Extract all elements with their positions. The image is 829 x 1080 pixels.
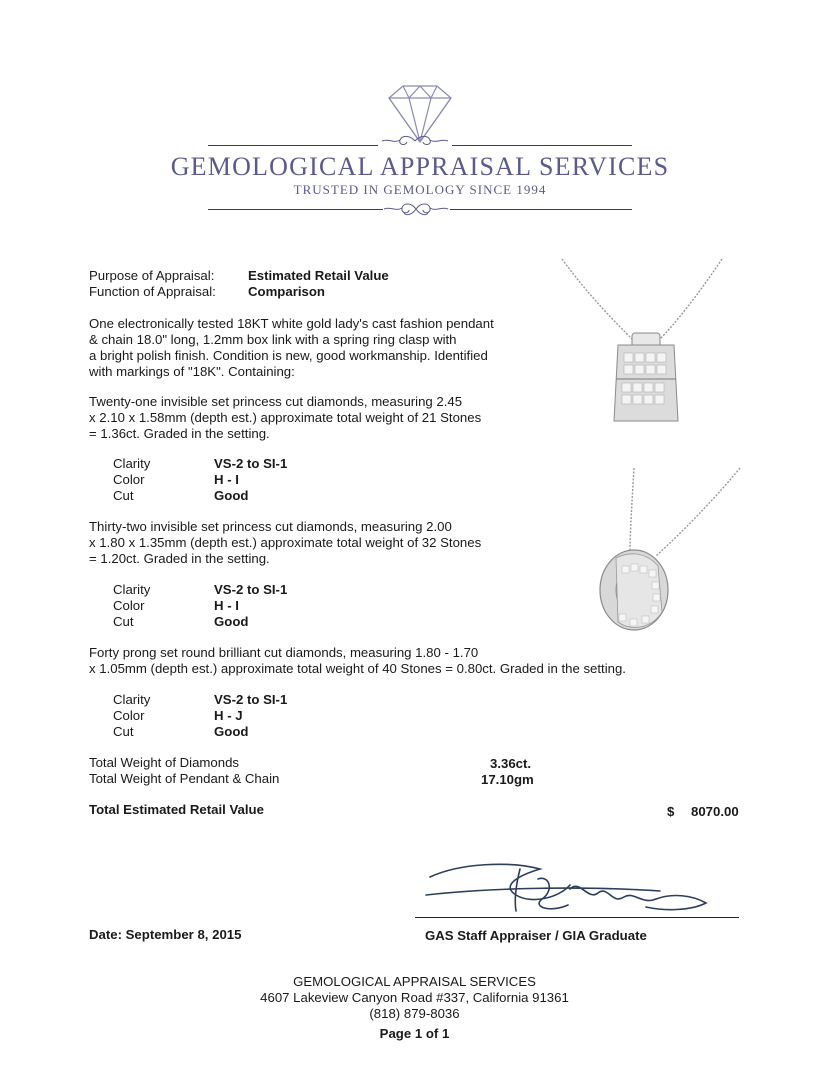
appraiser-signature — [420, 855, 720, 921]
company-tagline: TRUSTED IN GEMOLOGY SINCE 1994 — [293, 182, 547, 197]
pendant-side-photo — [572, 462, 747, 640]
stone-line: x 1.05mm (depth est.) approximate total weight of 40 Stones = 0.80ct. Graded in the setting. — [89, 661, 626, 676]
header-rule-top-left — [208, 145, 378, 146]
appraisal-date: Date: September 8, 2015 — [89, 927, 242, 942]
clarity-label: Clarity — [113, 582, 151, 597]
stone-group-2-description — [89, 519, 481, 567]
cut-label: Cut — [113, 724, 134, 739]
total-pendant-label: Total Weight of Pendant & Chain — [89, 771, 280, 786]
function-value: Comparison — [248, 284, 325, 299]
stone-line: = 1.36ct. Graded in the setting. — [89, 426, 270, 441]
color-label: Color — [113, 598, 145, 613]
color-label: Color — [113, 708, 145, 723]
cut-label: Cut — [113, 488, 134, 503]
header-rule-bottom-left — [208, 209, 383, 210]
bottom-flourish-ornament — [382, 201, 450, 217]
header-rule-bottom-right — [450, 209, 632, 210]
retail-value: 8070.00 — [691, 804, 739, 819]
cut-label: Cut — [113, 614, 134, 629]
purpose-label: Purpose of Appraisal: — [89, 268, 215, 283]
stone-line: = 1.20ct. Graded in the setting. — [89, 551, 270, 566]
clarity-label: Clarity — [113, 456, 151, 471]
description-line: a bright polish finish. Condition is new, good workmanship. Identified — [89, 348, 488, 363]
color-value: H - I — [214, 472, 239, 487]
clarity-value: VS-2 to SI-1 — [214, 692, 288, 707]
pendant-front-photo — [548, 255, 738, 430]
page-number: Page 1 of 1 — [379, 1026, 450, 1041]
color-value: H - I — [214, 598, 239, 613]
header-rule-top-right — [452, 145, 632, 146]
company-logo-title: GEMOLOGICAL APPRAISAL SERVICES — [170, 152, 670, 181]
total-retail-label: Total Estimated Retail Value — [89, 802, 264, 817]
footer-phone: (818) 879-8036 — [369, 1006, 460, 1021]
purpose-value: Estimated Retail Value — [248, 268, 389, 283]
color-label: Color — [113, 472, 145, 487]
clarity-value: VS-2 to SI-1 — [214, 456, 288, 471]
total-diamonds-label: Total Weight of Diamonds — [89, 755, 240, 770]
stone-line: Twenty-one invisible set princess cut diamonds, measuring 2.45 — [89, 394, 463, 409]
description-line: One electronically tested 18KT white gold lady's cast fashion pendant — [89, 316, 494, 331]
description-line: & chain 18.0" long, 1.2mm box link with a spring ring clasp with — [89, 332, 457, 347]
footer-address: 4607 Lakeview Canyon Road #337, California 91361 — [260, 990, 569, 1005]
total-diamonds-value: 3.36ct. — [490, 756, 532, 771]
cut-value: Good — [214, 488, 249, 503]
item-description — [89, 316, 494, 380]
color-value: H - J — [214, 708, 243, 723]
appraiser-title: GAS Staff Appraiser / GIA Graduate — [425, 928, 647, 943]
total-pendant-value: 17.10gm — [481, 772, 534, 787]
stone-group-3-description — [89, 645, 626, 677]
stone-group-1-description — [89, 394, 481, 442]
top-flourish-ornament — [380, 134, 450, 148]
function-label: Function of Appraisal: — [89, 284, 216, 299]
stone-line: Thirty-two invisible set princess cut diamonds, measuring 2.00 — [89, 519, 452, 534]
stone-line: x 1.80 x 1.35mm (depth est.) approximate total weight of 32 Stones — [89, 535, 482, 550]
stone-line: x 2.10 x 1.58mm (depth est.) approximate total weight of 21 Stones — [89, 410, 482, 425]
clarity-label: Clarity — [113, 692, 151, 707]
clarity-value: VS-2 to SI-1 — [214, 582, 288, 597]
retail-currency-symbol: $ — [667, 804, 675, 819]
description-line: with markings of "18K". Containing: — [89, 364, 295, 379]
footer-company: GEMOLOGICAL APPRAISAL SERVICES — [293, 974, 536, 989]
signature-line — [415, 917, 739, 918]
stone-line: Forty prong set round brilliant cut diamonds, measuring 1.80 - 1.70 — [89, 645, 479, 660]
cut-value: Good — [214, 614, 249, 629]
cut-value: Good — [214, 724, 249, 739]
